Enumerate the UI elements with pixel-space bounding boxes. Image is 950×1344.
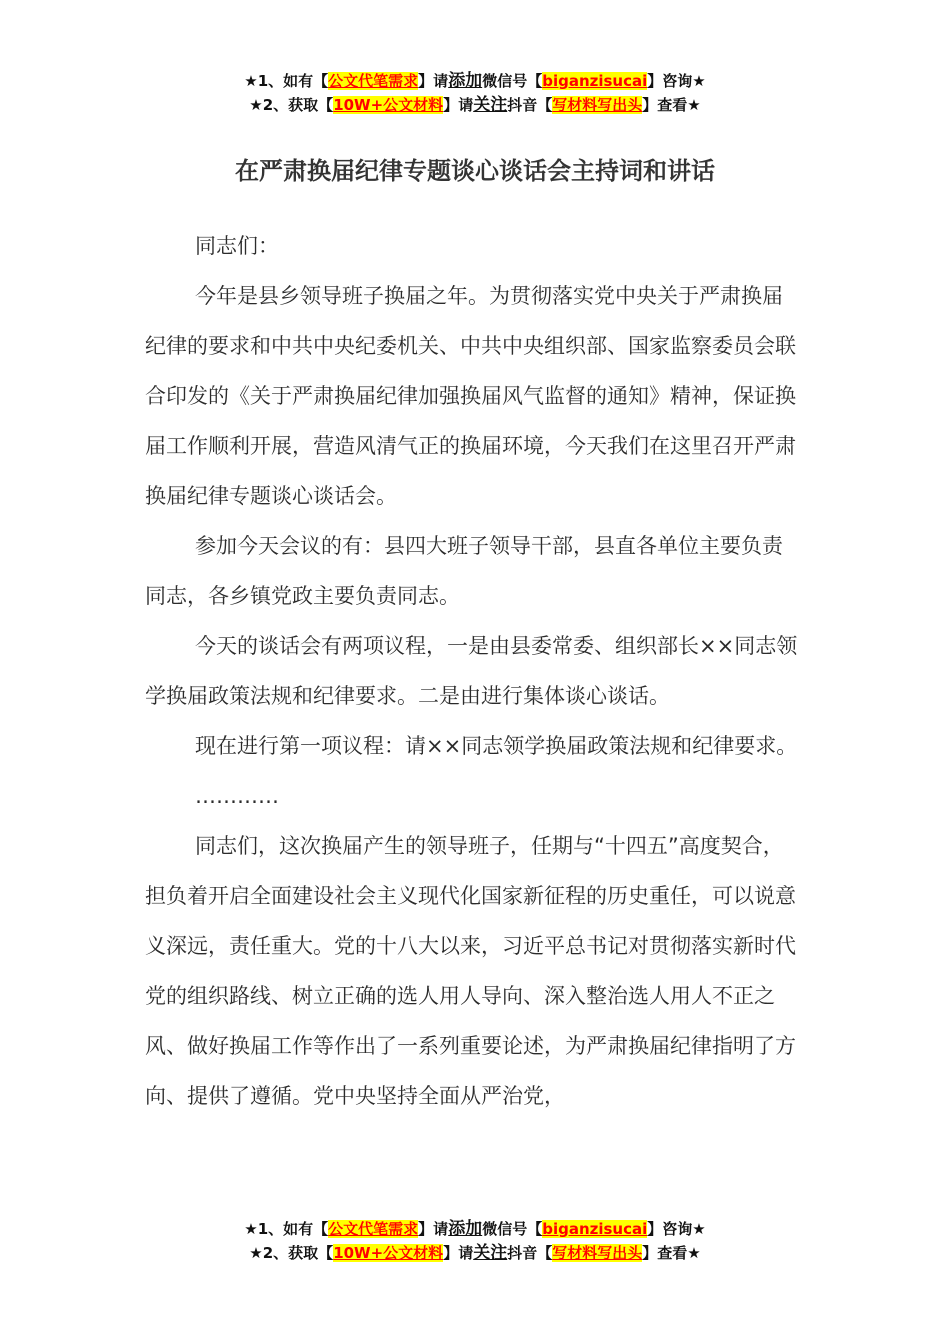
promo-line-2 — [0, 1241, 950, 1265]
promo-highlight: 公文代笔需求 — [328, 1220, 419, 1238]
promo-line-1 — [0, 69, 950, 93]
promo-text: 】请 — [443, 1244, 474, 1262]
promo-highlight: 10W+公文材料 — [333, 96, 444, 114]
body-paragraph: 今年是县乡领导班子换届之年。为贯彻落实党中央关于严肃换届纪律的要求和中共中央纪委机关、中共中央组织部、国家监察委员会联合印发的《关于严肃换届纪律加强换届风气监督的通知》精神，保证换届工作顺利开展，营造风清气正的换届环境，今天我们在这里召开严肃换届纪律专题谈心谈话会。 — [145, 284, 796, 508]
promo-emphasis: 关注 — [473, 1243, 508, 1263]
promo-emphasis: 添加 — [448, 1219, 483, 1239]
promo-text: ★1、如有【 — [244, 72, 329, 90]
promo-text: 】请 — [418, 1220, 449, 1238]
promo-emphasis: 关注 — [473, 95, 508, 115]
promo-highlight: biganzisucai — [542, 72, 648, 90]
body-paragraph: 今天的谈话会有两项议程，一是由县委常委、组织部长××同志领学换届政策法规和纪律要求。二是由进行集体谈心谈话。 — [145, 634, 798, 708]
promo-highlight: 10W+公文材料 — [333, 1244, 444, 1262]
promo-highlight: 公文代笔需求 — [328, 72, 419, 90]
promo-text: ★2、获取【 — [249, 1244, 334, 1262]
document-body — [145, 221, 803, 1121]
promo-text: ★2、获取【 — [249, 96, 334, 114]
body-paragraph: 同志们，这次换届产生的领导班子，任期与“十四五”高度契合，担负着开启全面建设社会主义现代化国家新征程的历史重任，可以说意义深远，责任重大。党的十八大以来，习近平总书记对贯彻落实新时代党的组织路线、树立正确的选人用人导向、深入整治选人用人不正之风、做好换届工作等作出了一系列重要论述，为严肃换届纪律指明了方向、提供了遵循。党中央坚持全面从严治党， — [145, 834, 796, 1108]
promo-text: 抖音【 — [507, 96, 553, 114]
promo-text: 抖音【 — [507, 1244, 553, 1262]
promo-emphasis: 添加 — [448, 71, 483, 91]
body-paragraph: 参加今天会议的有：县四大班子领导干部，县直各单位主要负责同志，各乡镇党政主要负责同志。 — [145, 534, 783, 608]
promo-footer — [0, 1217, 950, 1265]
document-title: 在严肃换届纪律专题谈心谈话会主持词和讲话 — [235, 157, 715, 185]
promo-line-2 — [0, 93, 950, 117]
promo-text: 】请 — [443, 96, 474, 114]
promo-text: 微信号【 — [482, 1220, 543, 1238]
promo-highlight: 写材料写出头 — [552, 96, 643, 114]
promo-text: 】查看★ — [642, 96, 701, 114]
ellipsis-separator: ………… — [195, 784, 279, 808]
promo-text: 】查看★ — [642, 1244, 701, 1262]
promo-line-1 — [0, 1217, 950, 1241]
promo-text: ★1、如有【 — [244, 1220, 329, 1238]
promo-text: 】咨询★ — [647, 1220, 706, 1238]
promo-highlight: 写材料写出头 — [552, 1244, 643, 1262]
promo-highlight: biganzisucai — [542, 1220, 648, 1238]
promo-text: 】咨询★ — [647, 72, 706, 90]
promo-text: 】请 — [418, 72, 449, 90]
body-paragraph: 现在进行第一项议程：请××同志领学换届政策法规和纪律要求。 — [195, 734, 798, 758]
promo-text: 微信号【 — [482, 72, 543, 90]
promo-header — [0, 69, 950, 117]
salutation: 同志们： — [195, 234, 279, 258]
